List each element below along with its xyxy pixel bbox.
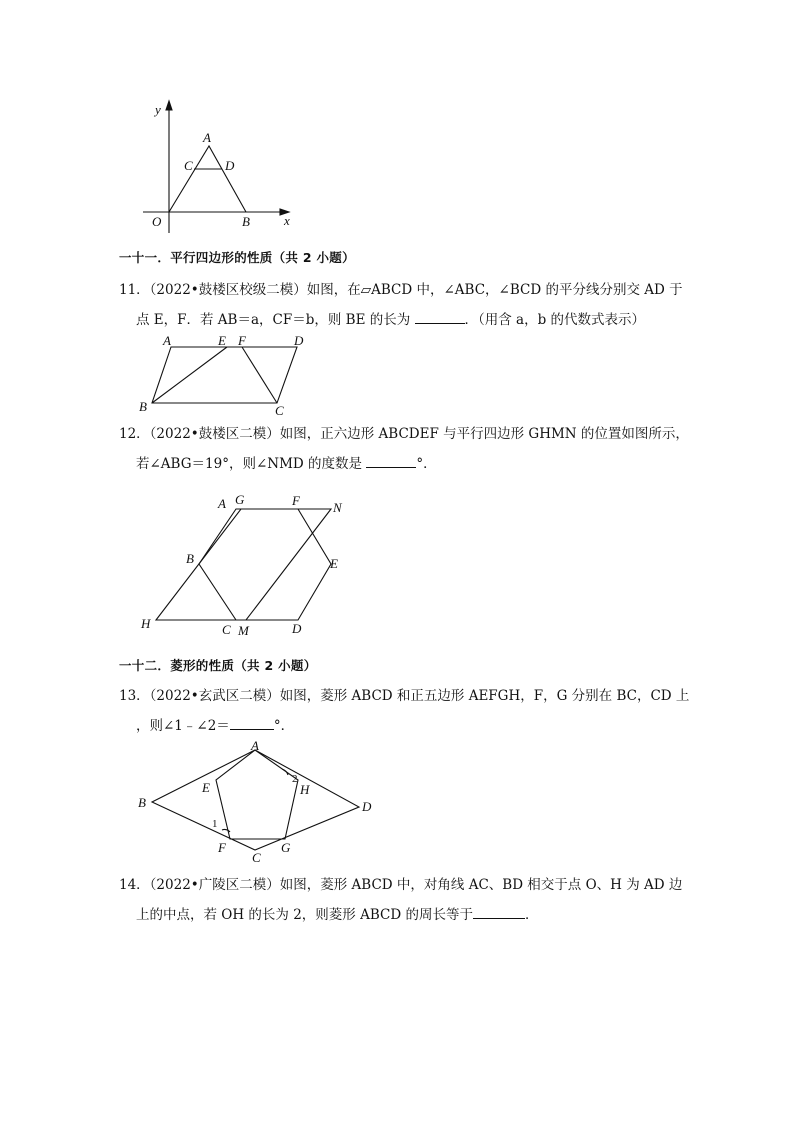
label-y: y bbox=[155, 102, 161, 117]
label-G: G bbox=[235, 492, 245, 507]
label-B: B bbox=[139, 399, 147, 414]
label-B: B bbox=[186, 551, 194, 566]
parallelogram-abcd bbox=[152, 347, 297, 403]
label-N: N bbox=[333, 500, 342, 515]
label-A: A bbox=[163, 333, 171, 348]
q14-answer-blank[interactable] bbox=[473, 904, 525, 919]
q12-answer-blank[interactable] bbox=[366, 453, 416, 468]
section-title-parallelogram: 一十一．平行四边形的性质（共 2 小题） bbox=[119, 250, 355, 265]
q14-line2b: ． bbox=[524, 907, 539, 923]
q11-line1: 11．（2022•鼓楼区校级二模）如图，在▱ABCD 中，∠ABC，∠BCD 的平分线分别交 AD 于 bbox=[119, 282, 683, 298]
q13-line2b: °． bbox=[273, 718, 295, 734]
triangle-oab bbox=[169, 146, 246, 212]
q13-line2a: ，则∠1﹣∠2＝ bbox=[136, 718, 230, 734]
question-13 bbox=[119, 681, 690, 741]
label-C: C bbox=[222, 622, 231, 637]
question-12 bbox=[119, 419, 689, 479]
angle-2-arc bbox=[282, 769, 288, 775]
label-F: F bbox=[238, 333, 246, 348]
q11-line2b: ．（用含 a，b 的代数式表示） bbox=[464, 312, 646, 328]
q11-line2 bbox=[119, 305, 679, 335]
label-M: M bbox=[238, 623, 249, 638]
label-E: E bbox=[330, 556, 338, 571]
label-F: F bbox=[218, 840, 226, 855]
label-G: G bbox=[281, 840, 291, 855]
label-B: B bbox=[242, 214, 250, 229]
q14-line2a: 上的中点，若 OH 的长为 2，则菱形 ABCD 的周长等于 bbox=[136, 907, 473, 923]
label-H: H bbox=[141, 616, 151, 631]
q13-line2 bbox=[119, 711, 679, 741]
rhombus-abcd bbox=[152, 750, 359, 850]
label-D: D bbox=[294, 333, 304, 348]
q14-line2 bbox=[119, 900, 679, 930]
label-A: A bbox=[251, 738, 259, 753]
hexagon-abcdef bbox=[199, 509, 331, 620]
parallelogram-ghmn bbox=[156, 509, 331, 620]
figure-q11-parallelogram bbox=[130, 333, 320, 418]
question-14 bbox=[119, 870, 683, 930]
label-C: C bbox=[184, 158, 193, 173]
label-O: O bbox=[152, 214, 162, 229]
figure-q12-hexagon bbox=[138, 490, 358, 640]
q12-line2b: °． bbox=[416, 456, 437, 472]
label-H: H bbox=[300, 782, 310, 797]
label-D: D bbox=[362, 799, 372, 814]
label-angle-2: 2 bbox=[292, 773, 298, 785]
label-D: D bbox=[292, 621, 302, 636]
label-C: C bbox=[275, 403, 284, 418]
label-angle-1: 1 bbox=[212, 818, 218, 830]
q12-line1: 12．（2022•鼓楼区二模）如图，正六边形 ABCDEF 与平行四边形 GHMN 的位置如图所示， bbox=[119, 426, 689, 442]
q11-answer-blank[interactable] bbox=[415, 309, 465, 324]
figure-q13-rhombus-pentagon bbox=[135, 738, 380, 868]
q12-line2a: 若∠ABG＝19°，则∠NMD 的度数是 bbox=[136, 456, 363, 472]
label-E: E bbox=[218, 333, 226, 348]
segment-cf bbox=[242, 347, 277, 403]
figure-coordinate-triangle bbox=[138, 98, 308, 238]
q11-line2a: 点 E，F．若 AB＝a，CF＝b，则 BE 的长为 bbox=[136, 312, 411, 328]
question-11 bbox=[119, 275, 683, 335]
q13-line1: 13．（2022•玄武区二模）如图，菱形 ABCD 和正五边形 AEFGH，F，G 分别在 BC，CD 上 bbox=[119, 688, 690, 704]
label-A: A bbox=[218, 496, 226, 511]
section-title-rhombus: 一十二．菱形的性质（共 2 小题） bbox=[119, 658, 317, 673]
q14-line1: 14．（2022•广陵区二模）如图，菱形 ABCD 中，对角线 AC、BD 相交于点 O、H 为 AD 边 bbox=[119, 877, 683, 893]
label-E: E bbox=[202, 780, 210, 795]
segment-be bbox=[152, 347, 227, 403]
label-C: C bbox=[252, 850, 261, 865]
label-F: F bbox=[292, 493, 300, 508]
q13-answer-blank[interactable] bbox=[230, 715, 274, 730]
label-x: x bbox=[284, 213, 290, 228]
label-B: B bbox=[138, 795, 146, 810]
label-A: A bbox=[203, 130, 211, 145]
y-axis-arrow bbox=[166, 101, 172, 110]
label-D: D bbox=[225, 158, 235, 173]
q12-line2 bbox=[119, 449, 679, 479]
